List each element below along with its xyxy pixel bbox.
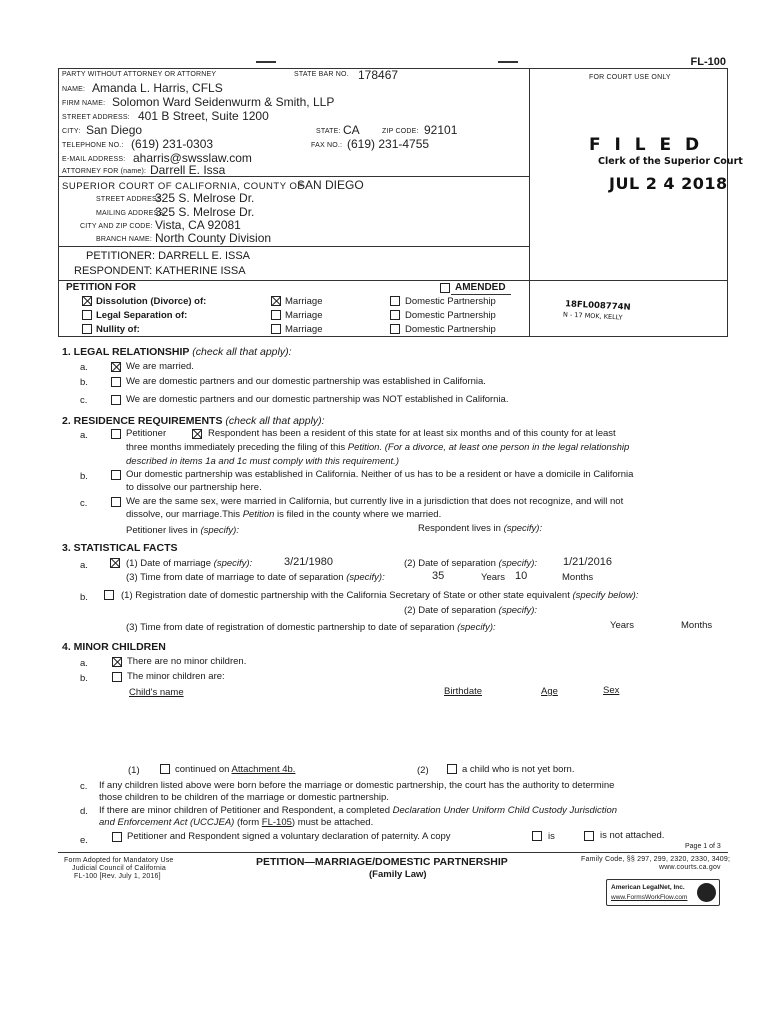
nullity-dp-label: Domestic Partnership: [405, 324, 496, 335]
marriage-date-label: (1) Date of marriage (specify):: [126, 558, 253, 569]
court-county[interactable]: SAN DIEGO: [297, 178, 364, 192]
section-4-heading: 4. MINOR CHILDREN: [62, 641, 166, 653]
name-label: NAME:: [62, 86, 86, 93]
respondent-resident-label: Respondent has been a resident of this state for at least six months and of this county for at least: [208, 428, 616, 439]
rule: [451, 294, 511, 295]
left-rule: [58, 68, 59, 336]
state[interactable]: CA: [343, 123, 360, 137]
petitioner-resident-checkbox[interactable]: [111, 429, 121, 439]
unborn-label: a child who is not yet born.: [462, 764, 575, 775]
court-use-label: FOR COURT USE ONLY: [589, 74, 671, 81]
statistical-a-checkbox[interactable]: [110, 558, 120, 568]
court-branch-label: BRANCH NAME:: [96, 236, 153, 243]
dp-not-ca-checkbox[interactable]: [111, 395, 121, 405]
separation-date[interactable]: 1/21/2016: [563, 556, 612, 568]
city[interactable]: San Diego: [86, 123, 143, 137]
months-married[interactable]: 10: [515, 570, 528, 582]
years-married[interactable]: 35: [432, 570, 445, 582]
unborn-num: (2): [417, 765, 429, 776]
adopted-1: Form Adopted for Mandatory Use: [64, 857, 174, 864]
email[interactable]: aharris@swsslaw.com: [133, 151, 252, 165]
court-street-label: STREET ADDRESS:: [96, 196, 164, 203]
legal-separation-checkbox[interactable]: [82, 310, 92, 320]
case-assignment: N - 17 MOK, KELLY: [562, 310, 623, 322]
respondent-resident-checkbox[interactable]: [192, 429, 202, 439]
phone[interactable]: (619) 231-0303: [131, 137, 214, 151]
city-label: CITY:: [62, 128, 81, 135]
dp-established-label-2: to dissolve our partnership here.: [126, 482, 262, 493]
same-sex-label: We are the same sex, were married in California, but currently live in a jurisdiction that does not recognize, and will not: [126, 496, 624, 507]
col-age: Age: [541, 686, 558, 697]
paternity-not-checkbox[interactable]: [584, 831, 594, 841]
separation-marriage-checkbox[interactable]: [271, 310, 281, 320]
continued-label: continued on Attachment 4b.: [175, 764, 296, 775]
dp-established-checkbox[interactable]: [111, 470, 121, 480]
section-2-heading: 2. RESIDENCE REQUIREMENTS (check all that apply):: [62, 415, 325, 427]
footer-subtitle: (Family Law): [369, 869, 427, 880]
separation-dp-checkbox[interactable]: [390, 310, 400, 320]
court-cityzip-label: CITY AND ZIP CODE:: [80, 223, 153, 230]
family-code: Family Code, §§ 297, 299, 2320, 2330, 3409;: [581, 856, 731, 863]
minor-children-checkbox[interactable]: [112, 672, 122, 682]
b-years-label: Years: [610, 620, 634, 631]
separation-marriage-label: Marriage: [285, 310, 323, 321]
street-address[interactable]: 401 B Street, Suite 1200: [138, 109, 269, 123]
4d-text-1: If there are minor children of Petitioner and Respondent, a completed Declaration Under Uniform Child Custody Jurisdiction: [99, 805, 618, 816]
paternity-not-label: is not attached.: [600, 830, 665, 841]
petitioner-lives: Petitioner lives in (specify):: [126, 525, 239, 536]
b-months-label: Months: [681, 620, 713, 631]
court-branch[interactable]: North County Division: [155, 231, 272, 245]
no-minor-children-label: There are no minor children.: [127, 656, 247, 667]
dp-established-label: Our domestic partnership was established in California. Neither of us has to be a resident or have a domicile in California: [126, 469, 634, 480]
legalnet-name: American LegalNet, Inc.: [611, 884, 685, 891]
court-mailing-label: MAILING ADDRESS:: [96, 210, 166, 217]
nullity-checkbox[interactable]: [82, 324, 92, 334]
continued-checkbox[interactable]: [160, 764, 170, 774]
married-label: We are married.: [126, 361, 194, 372]
4c-text-1: If any children listed above were born before the marriage or domestic partnership, the court has the authority to determine: [99, 780, 615, 791]
filed-stamp: F I L E D: [589, 135, 704, 155]
residence-text-3: described in items 1a and 1c must comply with this requirement.): [126, 456, 399, 467]
attorney-name[interactable]: Amanda L. Harris, CFLS: [92, 81, 223, 95]
firm-name[interactable]: Solomon Ward Seidenwurm & Smith, LLP: [112, 95, 335, 109]
nullity-marriage-checkbox[interactable]: [271, 324, 281, 334]
minor-children-label: The minor children are:: [127, 671, 225, 682]
phone-label: TELEPHONE NO.:: [62, 142, 124, 149]
scan-mark: [256, 61, 276, 63]
court-use-divider: [529, 68, 530, 336]
zip-label: ZIP CODE:: [382, 128, 419, 135]
same-sex-checkbox[interactable]: [111, 497, 121, 507]
amended-label: AMENDED: [455, 282, 506, 293]
petition-for-title: PETITION FOR: [66, 282, 136, 293]
registration-label: (1) Registration date of domestic partnership with the California Secretary of State or other state equivalent (specify below):: [121, 590, 639, 601]
legalnet-logo-icon: [697, 883, 716, 902]
zip[interactable]: 92101: [424, 123, 458, 137]
col-birthdate: Birthdate: [444, 686, 483, 697]
dp-not-ca-label: We are domestic partners and our domestic partnership was NOT established in California.: [126, 394, 509, 405]
footer-title: PETITION—MARRIAGE/DOMESTIC PARTNERSHIP: [256, 856, 508, 868]
amended-checkbox[interactable]: [440, 283, 450, 293]
4c-text-2: those children to be children of the marriage or domestic partnership.: [99, 792, 389, 803]
page-number: Page 1 of 3: [685, 843, 721, 850]
footer-rule: [58, 852, 728, 853]
rule: [58, 176, 529, 177]
court-heading: SUPERIOR COURT OF CALIFORNIA, COUNTY OF: [62, 181, 304, 192]
b-time-label: (3) Time from date of registration of domestic partnership to date of separation (specify):: [126, 622, 496, 633]
attorney-header: PARTY WITHOUT ATTORNEY OR ATTORNEY: [62, 71, 217, 78]
court-street[interactable]: 325 S. Melrose Dr.: [155, 191, 255, 205]
court-mailing[interactable]: 325 S. Melrose Dr.: [155, 205, 255, 219]
dp-ca-label: We are domestic partners and our domestic partnership was established in California.: [126, 376, 486, 387]
dissolution-dp-checkbox[interactable]: [390, 296, 400, 306]
unborn-checkbox[interactable]: [447, 764, 457, 774]
paternity-is-checkbox[interactable]: [532, 831, 542, 841]
dissolution-marriage-label: Marriage: [285, 296, 323, 307]
rule: [58, 280, 728, 281]
continued-num: (1): [128, 765, 140, 776]
years-label: Years: [481, 572, 505, 583]
email-label: E-MAIL ADDRESS:: [62, 156, 126, 163]
court-cityzip[interactable]: Vista, CA 92081: [155, 218, 241, 232]
attachment-4b-link[interactable]: Attachment 4b.: [231, 764, 296, 775]
bar-label: STATE BAR NO.: [294, 71, 349, 78]
respondent-line: RESPONDENT: KATHERINE ISSA: [74, 265, 246, 277]
rule: [58, 336, 728, 337]
adopted-2: Judicial Council of California: [72, 865, 166, 872]
right-rule: [727, 68, 728, 336]
legal-separation-label: Legal Separation of:: [96, 310, 188, 321]
respondent-lives: Respondent lives in (specify):: [418, 523, 543, 534]
no-minor-children-checkbox[interactable]: [112, 657, 122, 667]
nullity-dp-checkbox[interactable]: [390, 324, 400, 334]
fax[interactable]: (619) 231-4755: [347, 137, 430, 151]
4d-text-2: and Enforcement Act (UCCJEA) (form FL-105) must be attached.: [99, 817, 374, 828]
fax-label: FAX NO.:: [311, 142, 343, 149]
filed-date: JUL 2 4 2018: [609, 174, 728, 193]
fl-105-link[interactable]: FL-105: [261, 817, 292, 828]
case-number: 18FL008774N: [564, 299, 631, 313]
attorney-for-label: ATTORNEY FOR (name):: [62, 168, 147, 175]
section-3-heading: 3. STATISTICAL FACTS: [62, 542, 178, 554]
separation-dp-label: Domestic Partnership: [405, 310, 496, 321]
paternity-is-label: is: [548, 831, 555, 842]
dissolution-label: Dissolution (Divorce) of:: [96, 296, 207, 307]
time-married-label: (3) Time from date of marriage to date of separation (specify):: [126, 572, 385, 583]
firm-label: FIRM NAME:: [62, 100, 106, 107]
street-label: STREET ADDRESS:: [62, 114, 130, 121]
b-separation-label: (2) Date of separation (specify):: [404, 605, 538, 616]
dissolution-dp-label: Domestic Partnership: [405, 296, 496, 307]
paternity-checkbox[interactable]: [112, 832, 122, 842]
legalnet-badge: [606, 879, 720, 906]
same-sex-label-2: dissolve, our marriage.This Petition is filed in the county where we married.: [126, 509, 442, 520]
attorney-for[interactable]: Darrell E. Issa: [150, 163, 226, 177]
state-label: STATE:: [316, 128, 341, 135]
col-child-name: Child's name: [129, 687, 184, 698]
col-sex: Sex: [603, 685, 620, 696]
statistical-b-checkbox[interactable]: [104, 590, 114, 600]
form-id: FL-100: [690, 56, 726, 68]
bar-number[interactable]: 178467: [358, 68, 399, 82]
rule: [58, 246, 529, 247]
adopted-3: FL-100 [Rev. July 1, 2016]: [74, 873, 161, 880]
separation-date-label: (2) Date of separation (specify):: [404, 558, 538, 569]
paternity-label: Petitioner and Respondent signed a voluntary declaration of paternity. A copy: [127, 831, 451, 842]
courts-site: www.courts.ca.gov: [659, 864, 721, 871]
nullity-marriage-label: Marriage: [285, 324, 323, 335]
dp-ca-checkbox[interactable]: [111, 377, 121, 387]
dissolution-checkbox[interactable]: [82, 296, 92, 306]
petitioner-resident-label: Petitioner: [126, 428, 167, 439]
petitioner-line: PETITIONER: DARRELL E. ISSA: [86, 250, 251, 262]
nullity-label: Nullity of:: [96, 324, 140, 335]
residence-text-2: three months immediately preceding the filing of this Petition. (For a divorce, at least one person in the legal relationship: [126, 442, 630, 453]
legalnet-site[interactable]: www.FormsWorkFlow.com: [611, 894, 688, 901]
married-checkbox[interactable]: [111, 362, 121, 372]
scan-mark: [498, 61, 518, 63]
clerk-stamp: Clerk of the Superior Court: [598, 156, 743, 167]
section-1-heading: 1. LEGAL RELATIONSHIP (check all that apply):: [62, 346, 292, 358]
months-label: Months: [562, 572, 594, 583]
marriage-date[interactable]: 3/21/1980: [284, 556, 333, 568]
dissolution-marriage-checkbox[interactable]: [271, 296, 281, 306]
